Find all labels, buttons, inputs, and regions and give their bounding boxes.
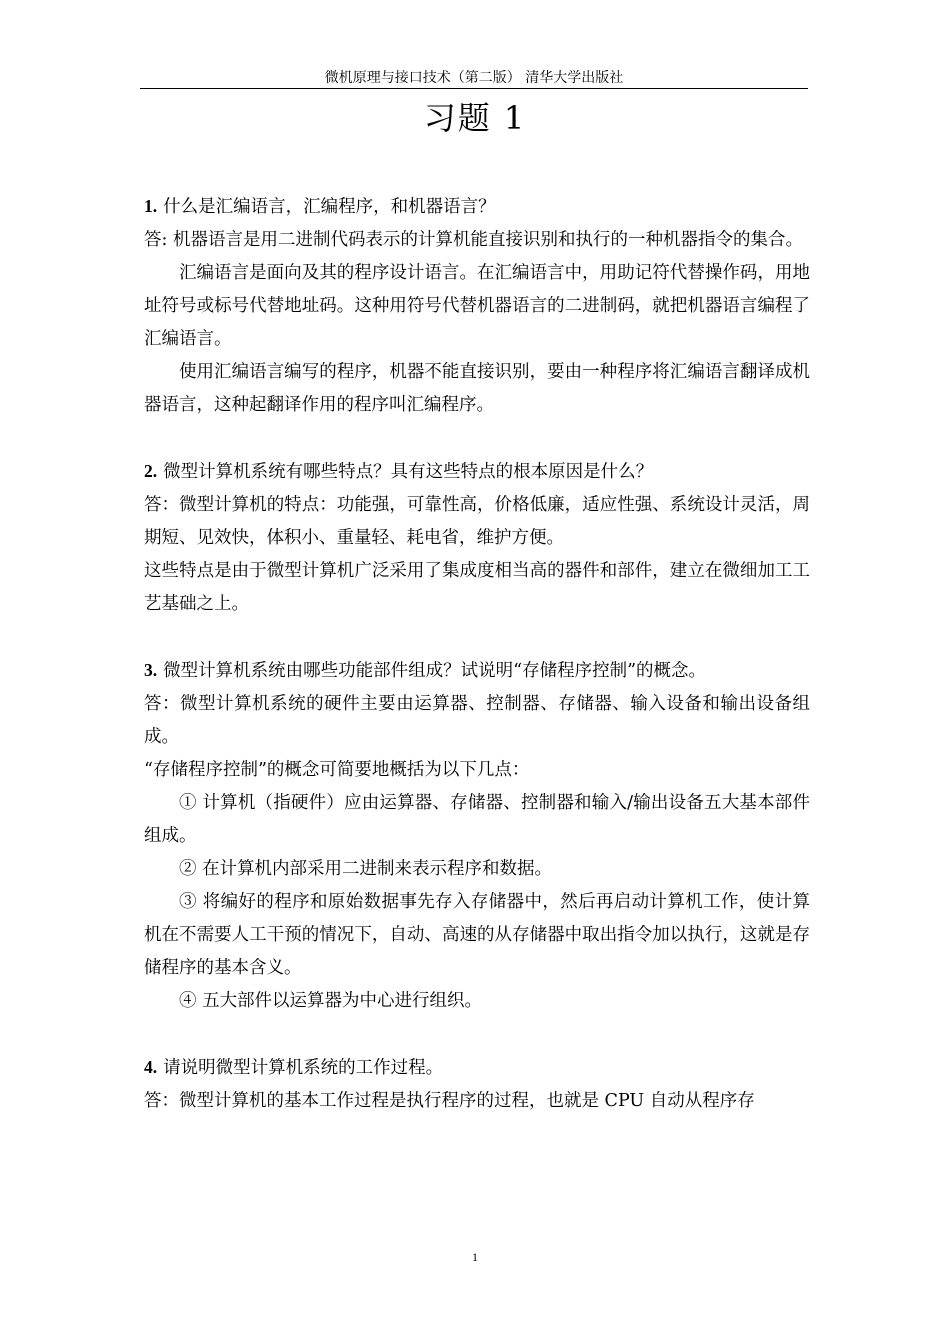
answer-paragraph: 答：微型计算机的基本工作过程是执行程序的过程，也就是 CPU 自动从程序存 [144, 1091, 755, 1111]
question-number: 1. [144, 196, 158, 216]
list-item: ② 在计算机内部采用二进制来表示程序和数据。 [179, 859, 553, 879]
answer-paragraph: 这些特点是由于微型计算机广泛采用了集成度相当高的器件和部件，建立在微细加工工艺基础之上。 [144, 561, 810, 614]
question-4 [144, 1051, 810, 1085]
section-gap [144, 621, 810, 654]
answer-paragraph: 汇编语言是面向及其的程序设计语言。在汇编语言中，用助记符代替操作码，用地址符号或标号代替地址码。这种用符号代替机器语言的二进制码，就把机器语言编程了汇编语言。 [144, 263, 810, 349]
document-body [144, 190, 810, 1118]
answer-paragraph: “存储程序控制”的概念可简要地概括为以下几点： [144, 760, 530, 780]
question-1 [144, 190, 810, 224]
answer-paragraph: 使用汇编语言编写的程序，机器不能直接识别，要由一种程序将汇编语言翻译成机器语言，这种起翻译作用的程序叫汇编程序。 [144, 362, 810, 415]
question-text: 什么是汇编语言，汇编程序，和机器语言？ [163, 197, 496, 217]
question-3 [144, 654, 810, 688]
running-header: 微机原理与接口技术（第二版） 清华大学出版社 [140, 68, 808, 89]
question-text: 请说明微型计算机系统的工作过程。 [163, 1058, 444, 1078]
list-item: ① 计算机（指硬件）应由运算器、存储器、控制器和输入/输出设备五大基本部件组成。 [144, 793, 810, 846]
list-item: ③ 将编好的程序和原始数据事先存入存储器中，然后再启动计算机工作，使计算机在不需要人工干预的情况下，自动、高速的从存储器中取出指令加以执行，这就是存储程序的基本含义。 [144, 892, 810, 978]
answer-paragraph: 答: 机器语言是用二进制代码表示的计算机能直接识别和执行的一种机器指令的集合。 [144, 230, 803, 250]
page-title: 习题 1 [423, 99, 527, 137]
question-text: 微型计算机系统由哪些功能部件组成？试说明“存储程序控制”的概念。 [163, 661, 707, 681]
question-number: 4. [144, 1057, 158, 1077]
answer-paragraph: 答：微型计算机系统的硬件主要由运算器、控制器、存储器、输入设备和输出设备组成。 [144, 694, 810, 747]
page-number: 1 [472, 1250, 478, 1264]
list-item: ④ 五大部件以运算器为中心进行组织。 [179, 991, 483, 1011]
section-gap [144, 1018, 810, 1051]
answer-paragraph: 答：微型计算机的特点：功能强，可靠性高，价格低廉，适应性强、系统设计灵活，周期短、见效快，体积小、重量轻、耗电省，维护方便。 [144, 495, 810, 548]
question-number: 3. [144, 660, 158, 680]
question-2 [144, 455, 810, 489]
question-number: 2. [144, 461, 158, 481]
section-gap [144, 422, 810, 455]
question-text: 微型计算机系统有哪些特点？具有这些特点的根本原因是什么？ [163, 462, 654, 482]
